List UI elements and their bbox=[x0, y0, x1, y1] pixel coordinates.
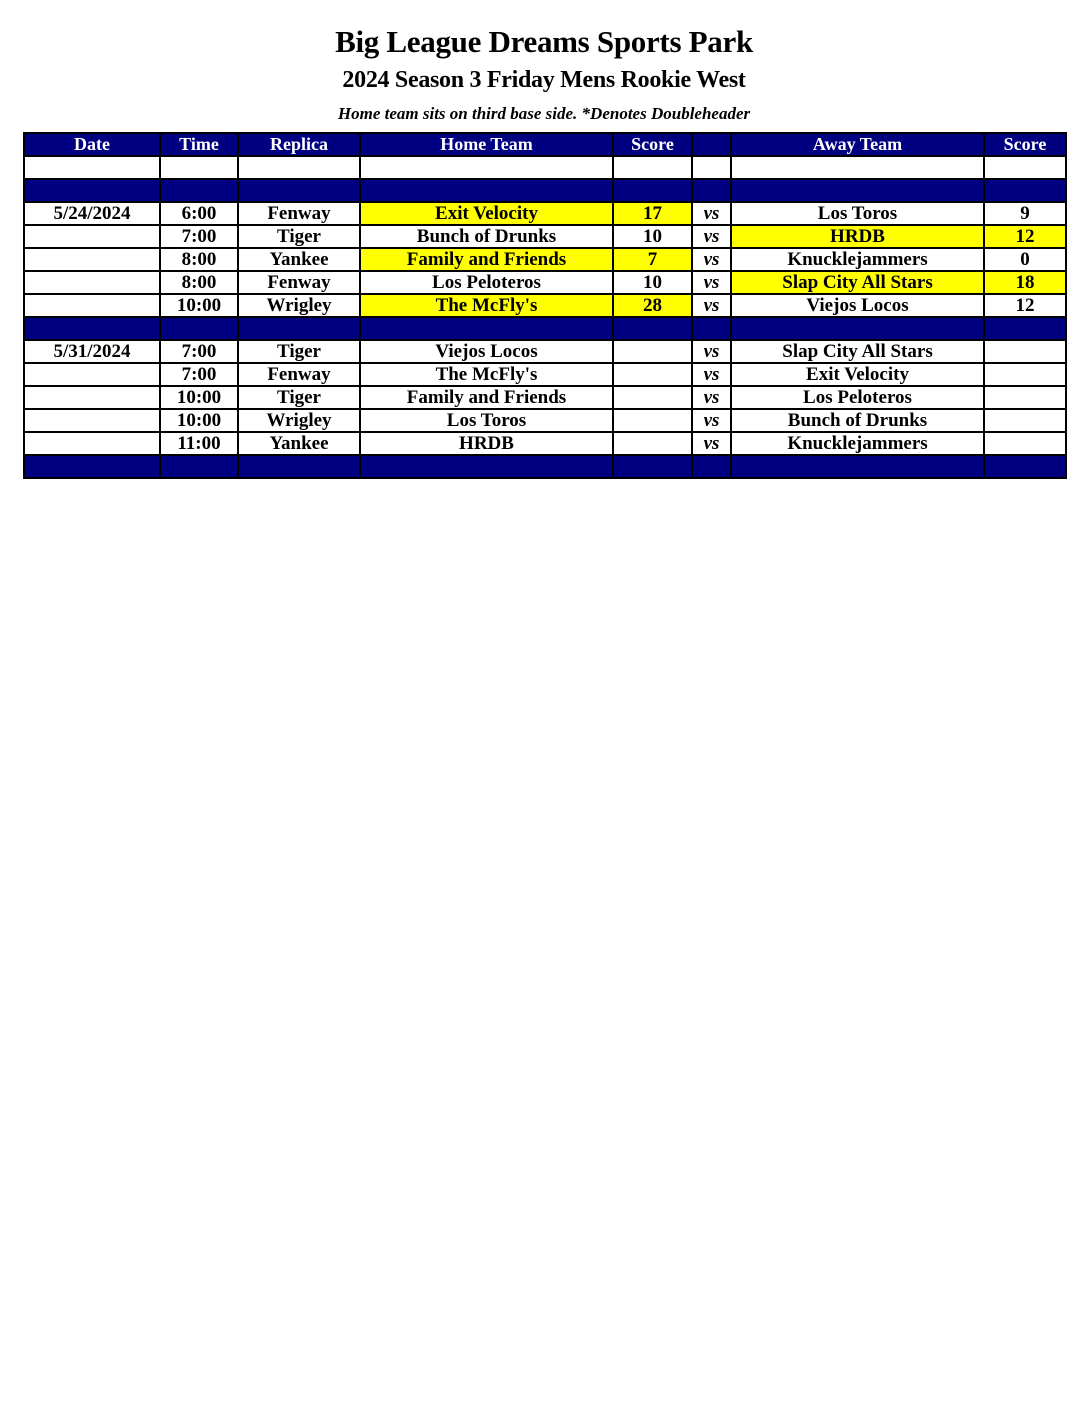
page-title: Big League Dreams Sports Park bbox=[335, 24, 753, 59]
table-row bbox=[24, 202, 1066, 225]
game-time: 6:00 bbox=[160, 202, 238, 225]
home-team: Bunch of Drunks bbox=[360, 225, 613, 248]
table-row bbox=[24, 294, 1066, 317]
away-team: Exit Velocity bbox=[731, 363, 984, 386]
away-team: Knucklejammers bbox=[731, 432, 984, 455]
table-row bbox=[24, 271, 1066, 294]
home-score: 28 bbox=[613, 294, 692, 317]
vs-label: vs bbox=[692, 248, 731, 271]
home-team: Family and Friends bbox=[360, 386, 613, 409]
away-team: Viejos Locos bbox=[731, 294, 984, 317]
table-row bbox=[24, 363, 1066, 386]
away-team: Los Peloteros bbox=[731, 386, 984, 409]
away-team: Bunch of Drunks bbox=[731, 409, 984, 432]
table-row bbox=[24, 248, 1066, 271]
game-replica: Fenway bbox=[238, 363, 360, 386]
vs-label: vs bbox=[692, 202, 731, 225]
page-subtitle: 2024 Season 3 Friday Mens Rookie West bbox=[342, 67, 746, 93]
separator-row bbox=[24, 317, 1066, 340]
game-time: 11:00 bbox=[160, 432, 238, 455]
away-score bbox=[984, 432, 1066, 455]
away-score bbox=[984, 409, 1066, 432]
game-replica: Tiger bbox=[238, 225, 360, 248]
home-team: The McFly's bbox=[360, 363, 613, 386]
game-time: 8:00 bbox=[160, 271, 238, 294]
away-score bbox=[984, 340, 1066, 363]
game-time: 10:00 bbox=[160, 386, 238, 409]
away-team: Slap City All Stars bbox=[731, 271, 984, 294]
schedule-table bbox=[23, 132, 1067, 479]
away-score: 12 bbox=[984, 225, 1066, 248]
col-header-vs bbox=[692, 133, 731, 156]
vs-label: vs bbox=[692, 340, 731, 363]
away-score bbox=[984, 363, 1066, 386]
col-header-away-score: Score bbox=[984, 133, 1066, 156]
home-score: 17 bbox=[613, 202, 692, 225]
home-team: Viejos Locos bbox=[360, 340, 613, 363]
game-time: 10:00 bbox=[160, 409, 238, 432]
away-score: 18 bbox=[984, 271, 1066, 294]
game-replica: Tiger bbox=[238, 340, 360, 363]
home-score: 7 bbox=[613, 248, 692, 271]
table-header-row bbox=[24, 133, 1066, 156]
col-header-home-team: Home Team bbox=[360, 133, 613, 156]
away-team: Los Toros bbox=[731, 202, 984, 225]
home-team: Los Toros bbox=[360, 409, 613, 432]
vs-label: vs bbox=[692, 225, 731, 248]
home-score bbox=[613, 386, 692, 409]
vs-label: vs bbox=[692, 386, 731, 409]
home-score: 10 bbox=[613, 225, 692, 248]
game-replica: Wrigley bbox=[238, 409, 360, 432]
vs-label: vs bbox=[692, 363, 731, 386]
vs-label: vs bbox=[692, 294, 731, 317]
home-team: Exit Velocity bbox=[360, 202, 613, 225]
game-time: 10:00 bbox=[160, 294, 238, 317]
away-team: Slap City All Stars bbox=[731, 340, 984, 363]
home-score bbox=[613, 409, 692, 432]
game-time: 7:00 bbox=[160, 363, 238, 386]
table-row bbox=[24, 340, 1066, 363]
game-date: 5/31/2024 bbox=[24, 340, 160, 363]
home-score bbox=[613, 340, 692, 363]
game-replica: Fenway bbox=[238, 271, 360, 294]
home-team: Los Peloteros bbox=[360, 271, 613, 294]
table-row bbox=[24, 386, 1066, 409]
home-score bbox=[613, 363, 692, 386]
game-replica: Wrigley bbox=[238, 294, 360, 317]
game-replica: Tiger bbox=[238, 386, 360, 409]
empty-row bbox=[24, 156, 1066, 179]
game-replica: Yankee bbox=[238, 248, 360, 271]
away-score: 9 bbox=[984, 202, 1066, 225]
away-team: Knucklejammers bbox=[731, 248, 984, 271]
away-score: 0 bbox=[984, 248, 1066, 271]
home-team: Family and Friends bbox=[360, 248, 613, 271]
separator-row bbox=[24, 455, 1066, 478]
game-replica: Fenway bbox=[238, 202, 360, 225]
away-score bbox=[984, 386, 1066, 409]
col-header-home-score: Score bbox=[613, 133, 692, 156]
home-score: 10 bbox=[613, 271, 692, 294]
col-header-away-team: Away Team bbox=[731, 133, 984, 156]
home-team: HRDB bbox=[360, 432, 613, 455]
table-row bbox=[24, 432, 1066, 455]
col-header-time: Time bbox=[160, 133, 238, 156]
game-time: 7:00 bbox=[160, 225, 238, 248]
vs-label: vs bbox=[692, 271, 731, 294]
game-time: 7:00 bbox=[160, 340, 238, 363]
away-team: HRDB bbox=[731, 225, 984, 248]
table-row bbox=[24, 225, 1066, 248]
col-header-replica: Replica bbox=[238, 133, 360, 156]
vs-label: vs bbox=[692, 432, 731, 455]
game-time: 8:00 bbox=[160, 248, 238, 271]
table-row bbox=[24, 409, 1066, 432]
home-team: The McFly's bbox=[360, 294, 613, 317]
vs-label: vs bbox=[692, 409, 731, 432]
game-replica: Yankee bbox=[238, 432, 360, 455]
schedule-note: Home team sits on third base side. *Denotes Doubleheader bbox=[337, 104, 751, 123]
away-score: 12 bbox=[984, 294, 1066, 317]
home-score bbox=[613, 432, 692, 455]
game-date: 5/24/2024 bbox=[24, 202, 160, 225]
separator-row bbox=[24, 179, 1066, 202]
col-header-date: Date bbox=[24, 133, 160, 156]
